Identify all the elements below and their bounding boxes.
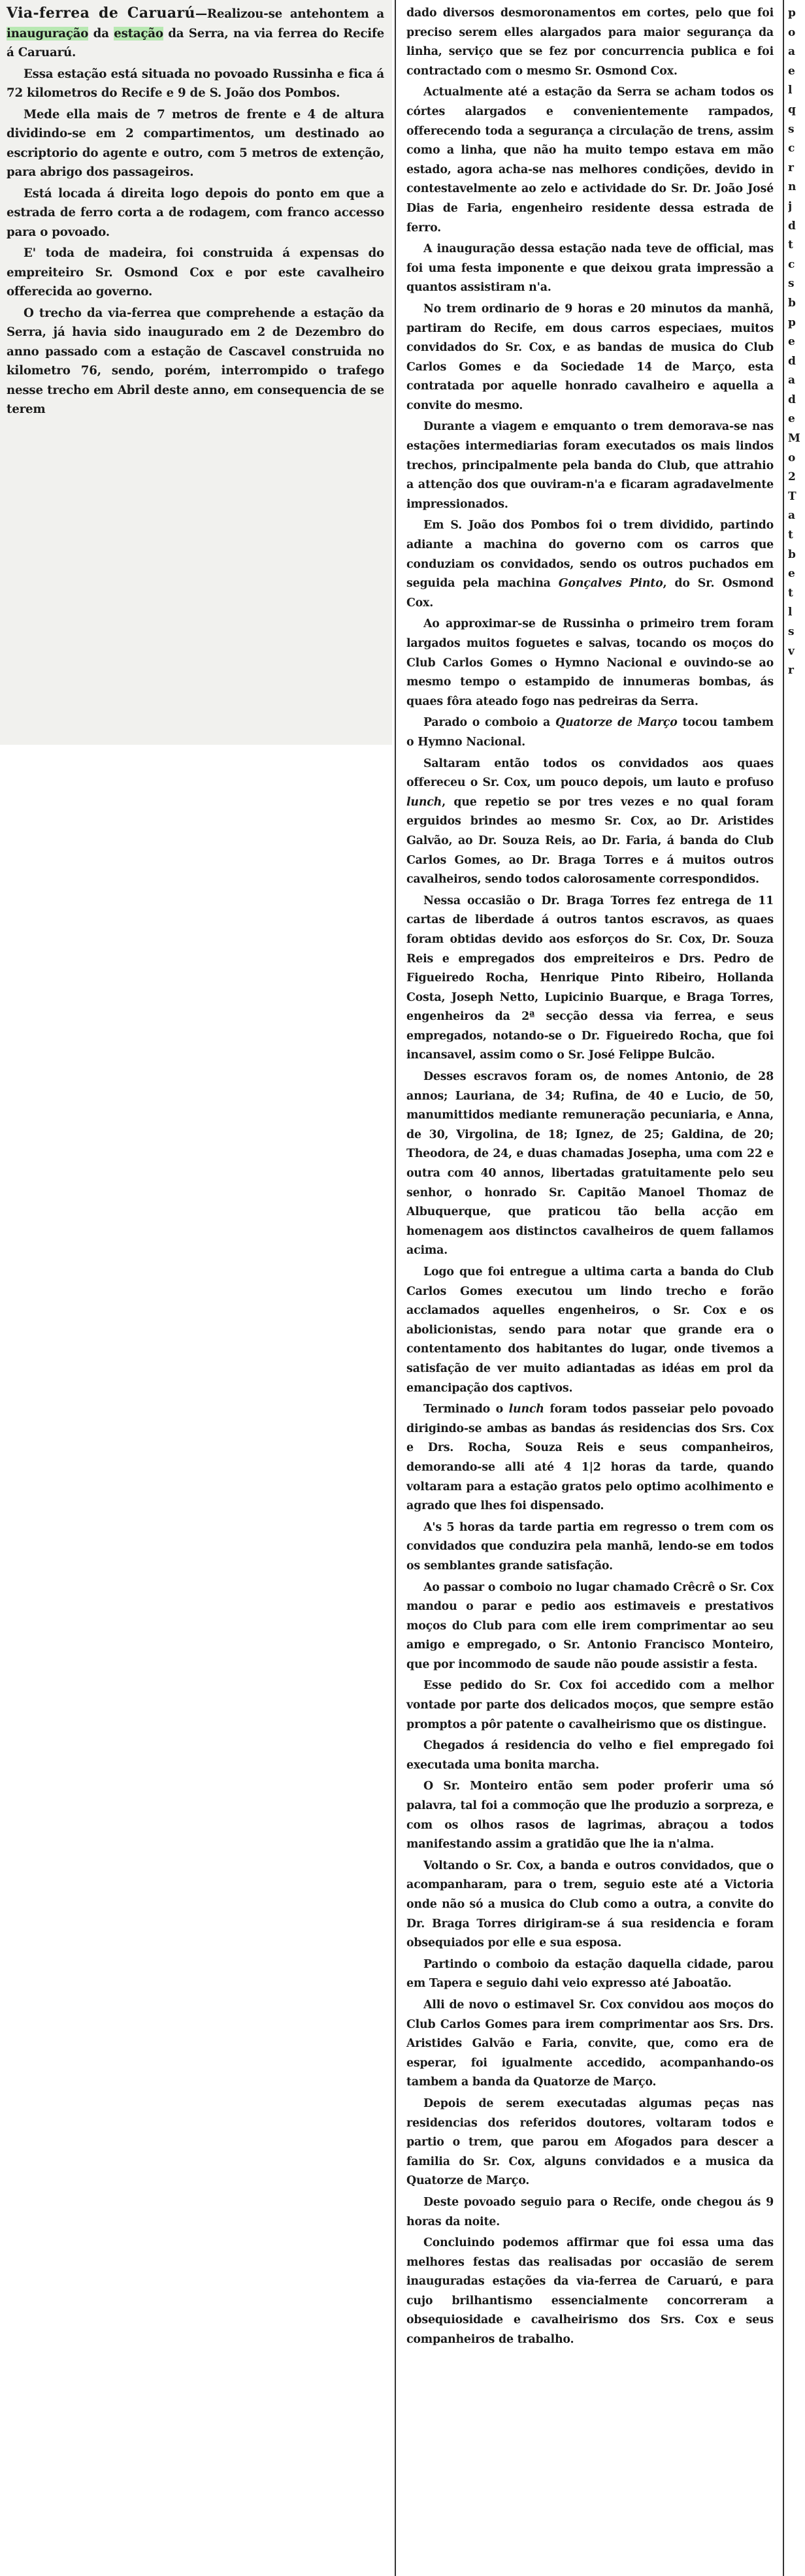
- cropped-line-fragment: t: [788, 586, 793, 600]
- cropped-line-fragment: s: [788, 625, 795, 638]
- cropped-line-fragment: e: [788, 64, 795, 78]
- cropped-line-fragment: e: [788, 335, 795, 349]
- cropped-line-fragment: c: [788, 142, 795, 155]
- paragraph-placement: Está locada á direita logo depois do ponto em que a estrada de ferro corta a de rodagem, com franco accesso para o povoado.: [7, 186, 384, 239]
- paragraph-freed-names: Desses escravos foram os, de nomes Antonio, de 28 annos; Lauriana, de 34; Rufina, de 40 e Lucio, de 50, manumittidos mediante remuneração pecuniaria, e Anna, de 30, Virgolina, de 18; Ignez, de 25; Galdina, de 20; Theodora, de 24, e duas chamadas Josepha, uma com 22 e outra com 40 annos, libertadas gratuitamente pelo seu senhor, o honrado Sr. Capitão Manoel Thomaz de Albuquerque, que praticou tão bella acção em homenagem aos distinctos cavalheiros de quem fallamos acima.: [406, 1070, 774, 1258]
- train-split-text-a: Em S. João dos Pombos foi o trem dividido, partindo adiante a machina do governo com os carros que conduziam os convidados, sendo os outros puchados em seguida pela machina: [406, 519, 774, 591]
- cropped-line-fragment: o: [788, 451, 796, 465]
- paragraph-continuation: dado diversos desmoronamentos em cortes, pelo que foi preciso serem elles alargados para maior segurança da linha, serviço que se fez por concurrencia publica e foi contractado com o mesmo Sr. Osmond Cox.: [406, 7, 774, 78]
- cropped-line-fragment: l: [788, 84, 793, 97]
- paragraph-train-split: [406, 516, 774, 613]
- paragraph-line-history: O trecho da via-ferrea que comprehende a estação da Serra, já havia sido inaugurado em 2 de Dezembro do anno passado com a estação de Cascavel construida no kilometro 76, sendo, porém, interrompido o trafego nesse trecho em Abril deste anno, em consequencia de se terem: [7, 306, 384, 416]
- paragraph-dimensions: Mede ella mais de 7 metros de frente e 4 de altura dividindo-se em 2 compartimentos, um destinado ao escriptorio do agente e outro, com 5 metros de extenção, para abrigo dos passageiros.: [7, 107, 384, 179]
- cropped-line-fragment: q: [788, 103, 796, 116]
- lead-text-a: Realizou-se antehontem a: [206, 7, 384, 21]
- cropped-line-fragment: t: [788, 238, 793, 252]
- highlighted-word-inauguracao: inauguração: [7, 26, 89, 41]
- paragraph-conclusion: Concluindo podemos affirmar que foi essa uma das melhores festas das realisadas por occasião de serem inauguradas estações da via-ferrea de Caruarú, e para cujo brilhantismo essencialmente concorreram a obsequiosidade e cavalheirismo dos Srs. Cox e seus companheiros de trabalho.: [406, 2236, 774, 2347]
- paragraph-march: Chegados á residencia do velho e fiel empregado foi executada uma bonita marcha.: [406, 1739, 774, 1772]
- highlighted-word-estacao: estação: [114, 26, 163, 41]
- cropped-line-fragment: t: [788, 529, 793, 542]
- cropped-line-fragment: d: [788, 354, 796, 368]
- cropped-line-fragment: n: [788, 180, 797, 194]
- paragraph-journey: Durante a viagem e emquanto o trem demorava-se nas estações intermediarias foram executados os mais lindos trechos, principalmente pela banda do Club, que attrahio a attenção dos que ouviram-n'a e ficaram agradavelmente impressionados.: [406, 420, 774, 511]
- paragraph-crecre-stop: Ao passar o comboio no lugar chamado Crêcrê o Sr. Cox mandou o parar e pedio aos estimaveis e prestativos moços do Club para com elle irem comprimentar ao seu amigo e empregado, o Sr. Antonio Francisco Monteiro, que por incommodo de saude não poude assistir a festa.: [406, 1580, 774, 1671]
- cropped-line-fragment: 2: [788, 470, 796, 484]
- paragraph-arrival: Ao approximar-se de Russinha o primeiro trem foram largados muitos foguetes e salvas, tocando os moços do Club Carlos Gomes o Hymno Nacional e ouvindo-se ao mesmo tempo o estampido de innumeras bombas, ás quaes fôra ateado fogo nas pedreiras da Serra.: [406, 617, 774, 708]
- cropped-line-fragment: a: [788, 45, 796, 59]
- cropped-line-fragment: e: [788, 567, 795, 581]
- cropped-line-fragment: p: [788, 7, 796, 20]
- paragraph-letters-of-freedom: Nessa occasião o Dr. Braga Torres fez entrega de 11 cartas de liberdade á outros tantos escravos, as quaes foram obtidas devido aos esforços do Sr. Cox, Dr. Souza Reis e empregados dos empreiteiros e Drs. Pedro de Figueiredo Rocha, Henrique Pinto Ribeiro, Hollanda Costa, Joseph Netto, Lupicinio Buarque, e Braga Torres, engenheiros da 2ª secção dessa via ferrea, e seus empregados, notando-se o Dr. Figueiredo Rocha, que foi incansavel, assim como o Sr. José Felippe Bulcão.: [406, 894, 774, 1062]
- paragraph-celebration: Logo que foi entregue a ultima carta a banda do Club Carlos Gomes executou um lindo trecho e forão acclamados aquelles engenheiros, o Sr. Cox e os abolicionistas, sendo para notar que grande era o contentamento dos habitantes do lugar, onde tivemos a satisfação de ver muito adiantadas as idéas em prol da emancipação dos captivos.: [406, 1265, 774, 1395]
- cropped-line-fragment: M: [788, 432, 800, 446]
- hymn-text-a: Parado o comboio a: [423, 716, 555, 730]
- paragraph-location: Essa estação está situada no povoado Russinha e fica á 72 kilometros do Recife e 9 de S. João dos Pombos.: [7, 67, 384, 100]
- cropped-line-fragment: e: [788, 412, 795, 426]
- paragraph-recife-arrival: Deste povoado seguio para o Recife, onde chegou ás 9 horas da noite.: [406, 2195, 774, 2228]
- column-divider-1: [395, 0, 396, 2576]
- paragraph-request: Esse pedido do Sr. Cox foi accedido com a melhor vontade por parte dos delicados moços, que sempre estão promptos a pôr patente o cavalheirismo que os distingue.: [406, 1679, 774, 1731]
- lunch-text-a: Saltaram então todos os convidados aos quaes offereceu o Sr. Cox, um pouco depois, um lauto e profuso: [406, 757, 774, 790]
- paragraph-victoria: Voltando o Sr. Cox, a banda e outros convidados, que o acompanharam, para o trem, seguio este até a Victoria onde não só a musica do Club como a outra, a convite do Dr. Braga Torres dirigiram-se á sua residencia e foram obsequiados por elle e sua esposa.: [406, 1859, 774, 1950]
- band-name: Quatorze de Março: [555, 716, 678, 730]
- cropped-line-fragment: d: [788, 219, 796, 233]
- hymn-text-b: tocou tambem o Hymno Nacional.: [406, 716, 774, 749]
- train-split-text-b: , do Sr. Osmond Cox.: [406, 577, 774, 610]
- lunch-text-b: , que repetio se por tres vezes e no qual foram erguidos brindes ao mesmo Sr. Cox, ao Dr. Aristides Galvão, ao Dr. Souza Reis, ao Dr. Faria, á banda do Club Carlos Gomes, ao Dr. Braga Torres e á muitos outros cavalheiros, sendo todos calorosamente correspondidos.: [406, 795, 774, 887]
- article-column-1: [0, 0, 392, 745]
- walk-text-b: foram todos passeiar pelo povoado dirigindo-se ambas as bandas ás residencias dos Srs. Cox e Drs. Rocha, Souza Reis e seus companheiros, demorando-se alli até 4 1|2 horas da tarde, quando voltaram para a estação gratos pelo optimo acolhimento e agrado que lhes foi dispensado.: [406, 1403, 774, 1513]
- cropped-line-fragment: d: [788, 393, 796, 406]
- article-column-2: [400, 0, 779, 2576]
- lunch-word: lunch: [406, 795, 442, 809]
- lead-text-c: da Serra, na via ferrea do Recife á Caruarú.: [7, 26, 384, 59]
- cropped-line-fragment: l: [788, 606, 793, 619]
- cropped-line-fragment: b: [788, 296, 796, 310]
- cropped-line-fragment: T: [788, 489, 797, 503]
- locomotive-name: Gonçalves Pinto: [558, 577, 663, 591]
- column-divider-2: [783, 0, 784, 2576]
- paragraph-afogados: Depois de serem executadas algumas peças nas residencias dos referidos doutores, voltaram todos e partio o trem, que parou em Afogados para descer a familia do Sr. Cox, alguns convidados e a musica da Quatorze de Março.: [406, 2096, 774, 2188]
- paragraph-inauguration: A inauguração dessa estação nada teve de official, mas foi uma festa imponente e que deixou grata impressão a quantos assistiram n'a.: [406, 242, 774, 295]
- paragraph-hymn: [406, 713, 774, 752]
- cropped-line-fragment: s: [788, 277, 795, 291]
- headline-dash: —: [195, 7, 207, 21]
- article-lead-paragraph: [7, 4, 384, 63]
- cropped-adjacent-column: [788, 0, 805, 2576]
- cropped-line-fragment: p: [788, 316, 796, 329]
- cropped-line-fragment: r: [788, 664, 794, 677]
- article-headline: Via-ferrea de Caruarú: [7, 5, 195, 22]
- paragraph-return: A's 5 horas da tarde partia em regresso o trem com os convidados que conduzira pela manhã, lendo-se em todos os semblantes grande satisfação.: [406, 1520, 774, 1573]
- paragraph-jaboatao: Partindo o comboio da estação daquella cidade, parou em Tapera e seguio dahi veio expresso até Jaboatão.: [406, 1957, 774, 1991]
- cropped-line-fragment: o: [788, 25, 796, 39]
- paragraph-lunch: [406, 755, 774, 890]
- cropped-line-fragment: s: [788, 122, 795, 136]
- paragraph-monteiro: O Sr. Monteiro então sem poder proferir uma só palavra, tal foi a commoção que lhe produzio a sorpreza, e com os olhos rasos de lagrimas, abraçou a todos manifestando assim a gratidão que lhe ia n'alma.: [406, 1780, 774, 1851]
- cropped-line-fragment: b: [788, 547, 796, 561]
- cropped-line-fragment: j: [788, 199, 793, 213]
- cropped-line-fragment: a: [788, 374, 796, 387]
- cropped-line-fragment: a: [788, 509, 796, 523]
- lead-text-b: da: [88, 26, 114, 41]
- paragraph-construction: E' toda de madeira, foi construida á expensas do empreiteiro Sr. Osmond Cox e por este cavalheiro offerecida ao governo.: [7, 246, 384, 299]
- lunch-word-2: lunch: [508, 1403, 544, 1416]
- paragraph-track-condition: Actualmente até a estação da Serra se acham todos os córtes alargados e convenientemente rampados, offerecendo toda a segurança a circulação de trens, assim como a linha, que não ha muito tempo estava em mão estado, agora acha-se nas melhores condições, devido in contestavelmente ao zelo e actividade do Sr. Dr. João José Dias de Faria, engenheiro residente dessa estrada de ferro.: [406, 86, 774, 235]
- paragraph-departure: No trem ordinario de 9 horas e 20 minutos da manhã, partiram do Recife, em dous carros especiaes, muitos convidados do Sr. Cox, e as bandas de musica do Club Carlos Gomes e da Sociedade 14 de Março, esta contratada por aquelle honrado cavalheiro e aquella a convite do mesmo.: [406, 302, 774, 412]
- cropped-line-fragment: v: [788, 644, 795, 658]
- cropped-line-fragment: r: [788, 161, 794, 174]
- cropped-line-fragment: c: [788, 257, 795, 271]
- walk-text-a: Terminado o: [423, 1403, 509, 1416]
- paragraph-invitation: Alli de novo o estimavel Sr. Cox convidou aos moços do Club Carlos Gomes para irem comprimentar aos Srs. Drs. Aristides Galvão e Faria, convite, que, como era de esperar, foi igualmente accedido, acompanhando-os tambem a banda da Quatorze de Março.: [406, 1998, 774, 2089]
- paragraph-village-walk: [406, 1400, 774, 1516]
